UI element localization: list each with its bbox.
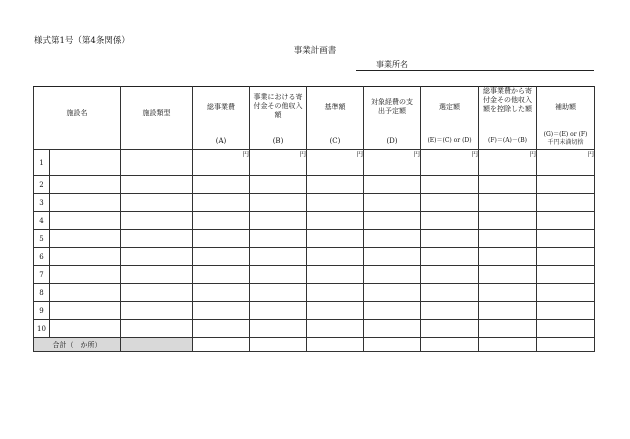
total-total-cost-cell[interactable] [193, 338, 250, 352]
facility-name-cell[interactable] [50, 248, 121, 266]
total-cost-cell[interactable] [193, 302, 250, 320]
planned-expenditure-cell[interactable] [364, 194, 421, 212]
header-subsidy-amount: 補助額 (G)＝(E) or (F) 千円未満切捨 [537, 87, 595, 150]
row-number: 8 [34, 284, 50, 302]
header-row [34, 87, 595, 150]
subsidy-amount-cell[interactable] [537, 284, 595, 302]
facility-type-cell[interactable] [121, 248, 193, 266]
donation-income-cell[interactable] [250, 320, 307, 338]
subsidy-amount-cell[interactable] [537, 176, 595, 194]
header-planned-expenditure: 対象経費の支出予定額 (D) [364, 87, 421, 150]
planned-expenditure-cell[interactable] [364, 248, 421, 266]
base-amount-cell[interactable] [307, 212, 364, 230]
facility-name-cell[interactable] [50, 320, 121, 338]
base-amount-cell[interactable] [307, 284, 364, 302]
planned-expenditure-cell[interactable] [364, 176, 421, 194]
row-number: 5 [34, 230, 50, 248]
selected-amount-cell[interactable]: 円 [421, 150, 479, 176]
document-title: 事業計画書 [293, 46, 337, 56]
row-number: 1 [34, 150, 50, 176]
total-cost-cell[interactable] [193, 284, 250, 302]
facility-type-cell[interactable] [121, 284, 193, 302]
table-row [34, 320, 595, 338]
base-amount-cell[interactable] [307, 320, 364, 338]
total-cost-cell[interactable] [193, 230, 250, 248]
row-number: 6 [34, 248, 50, 266]
selected-amount-cell[interactable] [421, 320, 479, 338]
selected-amount-cell[interactable] [421, 284, 479, 302]
planned-expenditure-cell[interactable] [364, 302, 421, 320]
header-facility-type: 施設類型 [121, 87, 193, 150]
total-facility-type-cell [121, 338, 193, 352]
donation-income-cell[interactable] [250, 230, 307, 248]
row-number: 3 [34, 194, 50, 212]
subsidy-amount-cell[interactable] [537, 230, 595, 248]
table-row [34, 266, 595, 284]
selected-amount-cell[interactable] [421, 176, 479, 194]
net-cost-cell[interactable] [479, 194, 537, 212]
row-number: 9 [34, 302, 50, 320]
total-cost-cell[interactable] [193, 266, 250, 284]
facility-type-cell[interactable] [121, 302, 193, 320]
organization-name-field[interactable]: 事業所名 [356, 60, 594, 71]
row-number: 10 [34, 320, 50, 338]
base-amount-cell[interactable] [307, 176, 364, 194]
planned-expenditure-cell[interactable] [364, 230, 421, 248]
total-cost-cell[interactable] [193, 320, 250, 338]
base-amount-cell[interactable] [307, 248, 364, 266]
net-cost-cell[interactable] [479, 284, 537, 302]
table-row [34, 176, 595, 194]
total-cost-cell[interactable] [193, 212, 250, 230]
base-amount-cell[interactable] [307, 230, 364, 248]
facility-type-cell[interactable] [121, 230, 193, 248]
facility-name-cell[interactable] [50, 302, 121, 320]
net-cost-cell[interactable] [479, 302, 537, 320]
subsidy-amount-cell[interactable] [537, 212, 595, 230]
total-donation-income-cell[interactable] [250, 338, 307, 352]
selected-amount-cell[interactable] [421, 194, 479, 212]
base-amount-cell[interactable] [307, 194, 364, 212]
selected-amount-cell[interactable] [421, 248, 479, 266]
form-number: 様式第1号（第4条関係） [34, 36, 130, 46]
donation-income-cell[interactable] [250, 176, 307, 194]
facility-name-cell[interactable] [50, 266, 121, 284]
selected-amount-cell[interactable] [421, 266, 479, 284]
facility-name-cell[interactable] [50, 212, 121, 230]
planned-expenditure-cell[interactable] [364, 266, 421, 284]
subsidy-amount-cell[interactable] [537, 320, 595, 338]
facility-type-cell[interactable] [121, 194, 193, 212]
base-amount-cell[interactable]: 円 [307, 150, 364, 176]
facility-name-cell[interactable] [50, 284, 121, 302]
net-cost-cell[interactable] [479, 320, 537, 338]
facility-type-cell[interactable] [121, 212, 193, 230]
net-cost-cell[interactable] [479, 266, 537, 284]
total-net-cost-cell[interactable] [479, 338, 537, 352]
net-cost-cell[interactable] [479, 248, 537, 266]
donation-income-cell[interactable] [250, 212, 307, 230]
planned-expenditure-cell[interactable] [364, 320, 421, 338]
net-cost-cell[interactable]: 円 [479, 150, 537, 176]
donation-income-cell[interactable] [250, 266, 307, 284]
facility-type-cell[interactable] [121, 176, 193, 194]
facility-type-cell[interactable] [121, 320, 193, 338]
planned-expenditure-cell[interactable] [364, 284, 421, 302]
donation-income-cell[interactable] [250, 194, 307, 212]
row-number: 2 [34, 176, 50, 194]
table-row [34, 230, 595, 248]
selected-amount-cell[interactable] [421, 230, 479, 248]
subsidy-amount-cell[interactable]: 円 [537, 150, 595, 176]
total-row [34, 338, 595, 352]
table-row [34, 302, 595, 320]
header-selected-amount: 選定額 (E)＝(C) or (D) [421, 87, 479, 150]
base-amount-cell[interactable] [307, 302, 364, 320]
total-subsidy-amount-cell[interactable] [537, 338, 595, 352]
header-donation-income: 事業における寄付金その他収入額 (B) [250, 87, 307, 150]
table-row [34, 284, 595, 302]
net-cost-cell[interactable] [479, 212, 537, 230]
header-base-amount: 基準額 (C) [307, 87, 364, 150]
total-cost-cell[interactable] [193, 176, 250, 194]
header-net-cost: 総事業費から寄付金その他収入額を控除した額 (F)＝(A)－(B) [479, 87, 537, 150]
planned-expenditure-cell[interactable]: 円 [364, 150, 421, 176]
header-total-cost: 総事業費 (A) [193, 87, 250, 150]
subsidy-amount-cell[interactable] [537, 194, 595, 212]
table-row [34, 194, 595, 212]
total-cost-cell[interactable] [193, 248, 250, 266]
net-cost-cell[interactable] [479, 176, 537, 194]
subsidy-amount-cell[interactable] [537, 266, 595, 284]
total-cost-cell[interactable] [193, 194, 250, 212]
total-planned-expenditure-cell[interactable] [364, 338, 421, 352]
net-cost-cell[interactable] [479, 230, 537, 248]
base-amount-cell[interactable] [307, 266, 364, 284]
row-number: 4 [34, 212, 50, 230]
plan-table [33, 86, 595, 352]
planned-expenditure-cell[interactable] [364, 212, 421, 230]
header-facility-name: 施設名 [34, 87, 121, 150]
selected-amount-cell[interactable] [421, 302, 479, 320]
row-number: 7 [34, 266, 50, 284]
table-row [34, 248, 595, 266]
donation-income-cell[interactable] [250, 248, 307, 266]
facility-type-cell[interactable] [121, 150, 193, 176]
facility-type-cell[interactable] [121, 266, 193, 284]
facility-name-cell[interactable] [50, 230, 121, 248]
table-row [34, 150, 595, 176]
donation-income-cell[interactable] [250, 284, 307, 302]
table-row [34, 212, 595, 230]
donation-income-cell[interactable]: 円 [250, 150, 307, 176]
selected-amount-cell[interactable] [421, 212, 479, 230]
total-selected-amount-cell[interactable] [421, 338, 479, 352]
subsidy-amount-cell[interactable] [537, 302, 595, 320]
donation-income-cell[interactable] [250, 302, 307, 320]
subsidy-amount-cell[interactable] [537, 248, 595, 266]
total-cost-cell[interactable]: 円 [193, 150, 250, 176]
facility-name-cell[interactable] [50, 194, 121, 212]
total-base-amount-cell[interactable] [307, 338, 364, 352]
facility-name-cell[interactable] [50, 176, 121, 194]
facility-name-cell[interactable] [50, 150, 121, 176]
total-label: 合計（ か所） [34, 338, 121, 352]
